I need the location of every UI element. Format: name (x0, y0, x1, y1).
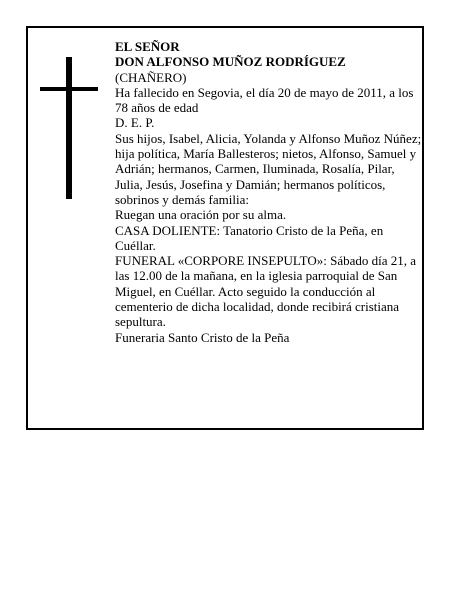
death-info: Ha fallecido en Segovia, el día 20 de mayo de 2011, a los 78 años de edad (115, 84, 414, 116)
funeraria: Funeraria Santo Cristo de la Peña (115, 329, 290, 345)
prayer-line: Ruegan una oración por su alma. (115, 207, 287, 223)
obituary-notice (26, 26, 424, 430)
funeral-info: FUNERAL «CORPORE INSEPULTO»: Sábado día 21, a las 12.00 de la mañana, en la iglesia parroquial de San Miguel, en Cuéllar. Acto seguido la conducción al cementerio de dicha localidad, donde recibirá cristiana sepultura. (115, 253, 417, 330)
nickname: (CHAÑERO) (115, 69, 187, 85)
family-list: Sus hijos, Isabel, Alicia, Yolanda y Alfonso Muñoz Núñez; hija política, María Ballesteros; nietos, Alfonso, Samuel y Adrián; hermanos, Carmen, Iluminada, Rosalía, Pilar, Julia, Jesús, Josefina y Damián; hermanos políticos, sobrinos y demás familia: (115, 130, 422, 207)
obituary-text (115, 39, 423, 345)
dep-line: D. E. P. (115, 115, 155, 131)
cross-vertical-bar (66, 57, 72, 199)
deceased-name: DON ALFONSO MUÑOZ RODRÍGUEZ (115, 54, 346, 70)
title-line-1: EL SEÑOR (115, 39, 180, 54)
casa-doliente: CASA DOLIENTE: Tanatorio Cristo de la Peña, en Cuéllar. (115, 222, 384, 253)
cross-horizontal-bar (40, 87, 98, 91)
